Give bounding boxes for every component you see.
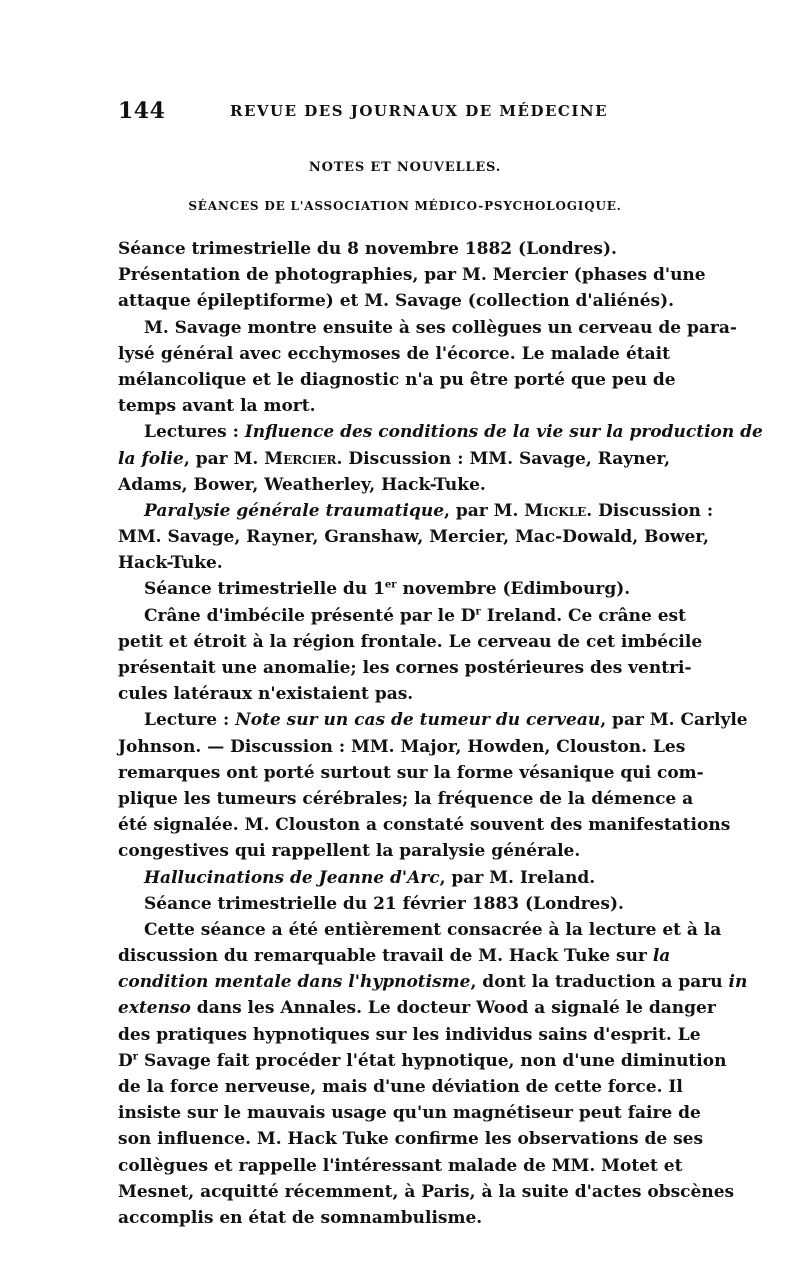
text-run: Séance trimestrielle du 1 [144,579,385,600]
text-line: son influence. M. Hack Tuke confirme les observations de ses [118,1129,704,1150]
article-body [118,236,763,1231]
text-line: des pratiques hypnotiques sur les individus sains d'esprit. Le [118,1024,701,1045]
author-name: Mercier [264,448,337,469]
superscript: r [132,1051,139,1063]
text-line [118,969,748,995]
text-line [118,419,763,445]
text-line: Cette séance a été entièrement consacrée à la lecture et à la [144,919,722,940]
text-line: de la force nerveuse, mais d'une déviation de cette force. Il [118,1077,683,1097]
text-run: , par M. [183,448,265,469]
text-line [118,1048,727,1074]
text-run: Savage fait procéder l'état hypnotique, non d'une diminution [138,1050,727,1071]
reading-title: la [652,946,671,967]
text-run: discussion du remarquable travail de M. Hack Tuke sur [118,946,653,967]
text-line: petit et étroit à la région frontale. Le cerveau de cet imbécile [118,631,703,652]
author-name: Mickle [524,500,587,521]
text-line: Séance trimestrielle du 21 février 1883 (Londres). [144,893,624,914]
superscript: er [384,579,397,591]
superscript: r [475,605,481,617]
text-run: , dont la traduction a paru [470,972,729,993]
section-title: NOTES ET NOUVELLES. [308,160,502,175]
text-line: Hack-Tuke. [118,553,223,574]
reading-title: Hallucinations de Jeanne d'Arc [144,867,440,888]
text-line [118,995,716,1021]
text-line [118,865,670,891]
reading-title: Influence des conditions de la vie sur la production de [244,422,763,443]
text-run: Crâne d'imbécile présenté par le D [144,605,476,626]
text-line: Présentation de photographies, par M. Mercier (phases d'une [118,265,706,286]
text-line: attaque épileptiforme) et M. Savage (collection d'aliénés). [118,291,675,312]
text-line: lysé général avec ecchymoses de l'écorce. Le malade était [118,343,670,364]
latin-phrase: extenso [118,998,191,1019]
text-line: plique les tumeurs cérébrales; la fréquence de la démence a [118,788,694,809]
text-line: MM. Savage, Rayner, Granshaw, Mercier, Mac-Dowald, Bower, [118,527,709,548]
text-run: novembre (Edimbourg). [396,579,631,600]
text-run: . Discussion : [586,500,714,521]
text-line: Adams, Bower, Weatherley, Hack-Tuke. [118,474,486,495]
text-line: congestives qui rappellent la paralysie générale. [118,841,581,862]
text-line: Mesnet, acquitté récemment, à Paris, à la suite d'actes obscènes [118,1181,735,1202]
text-line: présentait une anomalie; les cornes postérieures des ventri- [118,658,692,678]
text-run: Lecture : [144,710,236,731]
text-line: insiste sur le mauvais usage qu'un magnétiseur peut faire de [118,1103,701,1124]
text-line [118,446,670,472]
text-run: Ireland. Ce crâne est [480,605,686,626]
text-line: accomplis en état de somnambulisme. [118,1207,483,1228]
text-line [118,498,714,524]
text-run: , par M. [444,500,525,521]
text-run: , par M. Ireland. [439,867,596,888]
text-run: D [118,1050,133,1071]
latin-phrase: in [728,972,748,993]
reading-title: la folie [118,448,184,469]
reading-title: condition mentale dans l'hypnotisme [118,972,471,993]
text-line: Séance trimestrielle du 8 novembre 1882 (Londres). [118,239,617,259]
text-line: été signalée. M. Clouston a constaté souvent des manifestations [118,815,731,836]
text-line [118,943,670,969]
reading-title: Paralysie générale traumatique [144,500,445,521]
text-run: dans les Annales. Le docteur Wood a signalé le danger [190,998,716,1019]
text-run: Lectures : [144,422,245,443]
page-number: 144 [118,98,166,124]
text-line [118,603,686,629]
text-line: remarques ont porté surtout sur la forme vésanique qui com- [118,762,704,783]
text-line [118,576,670,602]
reading-title: Note sur un cas de tumeur du cerveau [235,710,601,731]
text-run: . Discussion : MM. Savage, Rayner, [336,448,670,469]
text-line: cules latéraux n'existaient pas. [118,684,414,705]
running-head [118,98,666,122]
text-line: collègues et rappelle l'intéressant malade de MM. Motet et [118,1155,683,1176]
text-run: , par M. Carlyle [600,710,748,731]
text-line: temps avant la mort. [118,396,316,417]
text-line: mélancolique et le diagnostic n'a pu être porté que peu de [118,369,676,390]
subsection-title: SÉANCES DE L'ASSOCIATION MÉDICO-PSYCHOLOGIQUE. [188,199,622,213]
journal-title: REVUE DES JOURNAUX DE MÉDECINE [230,102,609,120]
text-line [118,707,748,733]
text-line: Johnson. — Discussion : MM. Major, Howden, Clouston. Les [118,736,686,757]
text-line: M. Savage montre ensuite à ses collègues un cerveau de para- [144,317,737,338]
